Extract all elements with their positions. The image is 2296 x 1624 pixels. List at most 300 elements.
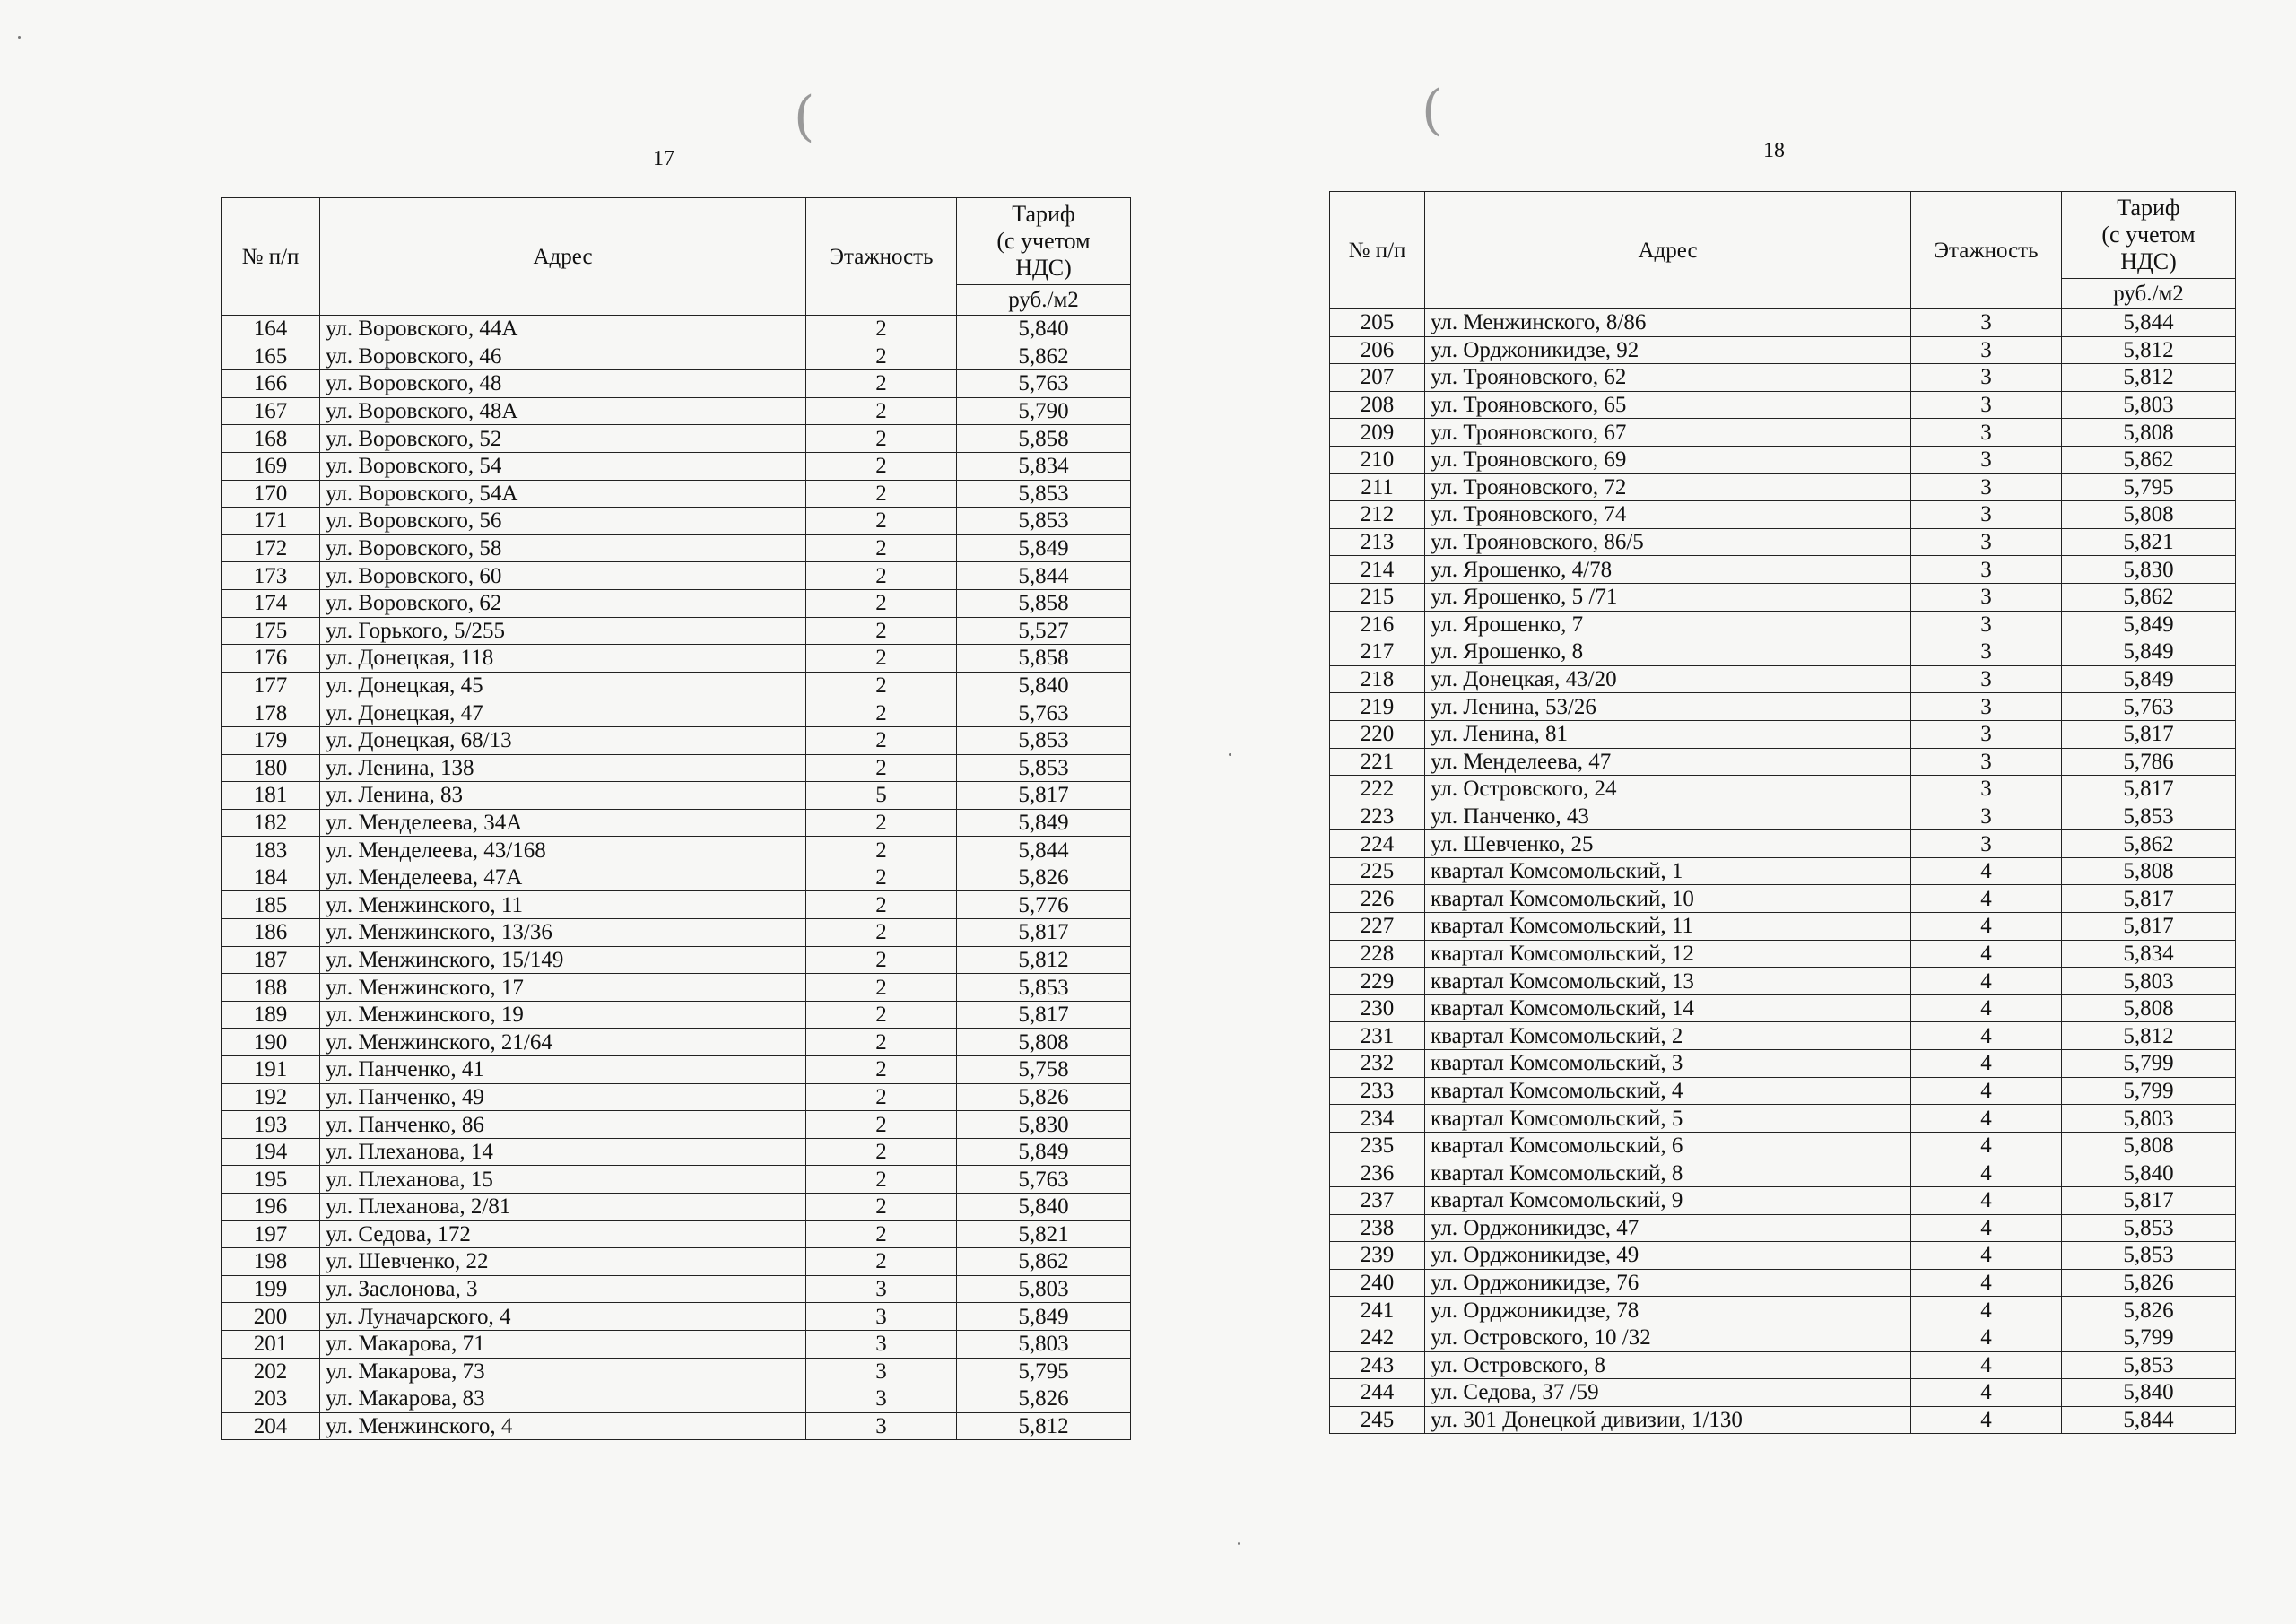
row-number: 185	[222, 891, 320, 919]
row-tariff: 5,853	[2062, 1351, 2236, 1379]
tariff-table-left	[221, 197, 1131, 1440]
row-floors: 3	[806, 1330, 957, 1358]
table-row	[1330, 446, 2236, 473]
header-tariff: Тариф (с учетом НДС)	[2062, 192, 2236, 279]
row-floors: 3	[1911, 748, 2062, 776]
row-floors: 2	[806, 452, 957, 480]
table-row	[222, 316, 1131, 343]
row-floors: 3	[1911, 528, 2062, 556]
row-floors: 2	[806, 974, 957, 1002]
row-number: 202	[222, 1358, 320, 1385]
row-address: ул. Плеханова, 14	[320, 1138, 806, 1166]
row-tariff: 5,862	[957, 343, 1131, 370]
row-floors: 3	[1911, 556, 2062, 584]
row-address: ул. Ярошенко, 4/78	[1425, 556, 1911, 584]
row-number: 197	[222, 1220, 320, 1248]
row-address: ул. Островского, 24	[1425, 776, 1911, 803]
row-number: 230	[1330, 994, 1425, 1022]
row-number: 228	[1330, 940, 1425, 968]
row-number: 207	[1330, 364, 1425, 392]
row-number: 240	[1330, 1269, 1425, 1297]
row-address: ул. Шевченко, 22	[320, 1248, 806, 1276]
table-row	[222, 1358, 1131, 1385]
row-number: 186	[222, 919, 320, 947]
table-row	[222, 370, 1131, 398]
row-floors: 3	[1911, 693, 2062, 721]
row-address: ул. Макарова, 83	[320, 1385, 806, 1413]
row-tariff: 5,826	[2062, 1269, 2236, 1297]
table-row	[222, 508, 1131, 535]
table-row	[222, 397, 1131, 425]
row-tariff: 5,830	[957, 1111, 1131, 1139]
row-address: квартал Комсомольский, 14	[1425, 994, 1911, 1022]
table-row	[1330, 968, 2236, 995]
row-tariff: 5,808	[2062, 501, 2236, 529]
table-row	[222, 782, 1131, 810]
row-address: ул. Менделеева, 47А	[320, 864, 806, 891]
header-floors: Этажность	[1911, 192, 2062, 309]
row-number: 173	[222, 562, 320, 590]
table-row	[222, 1001, 1131, 1029]
row-address: ул. Воровского, 54А	[320, 480, 806, 508]
row-address: квартал Комсомольский, 10	[1425, 885, 1911, 913]
table-row	[1330, 885, 2236, 913]
row-address: ул. Панченко, 41	[320, 1056, 806, 1084]
table-row	[222, 1166, 1131, 1194]
row-tariff: 5,840	[2062, 1159, 2236, 1187]
row-tariff: 5,844	[2062, 309, 2236, 337]
row-floors: 4	[1911, 1269, 2062, 1297]
row-tariff: 5,834	[2062, 940, 2236, 968]
row-tariff: 5,758	[957, 1056, 1131, 1084]
row-address: ул. Трояновского, 65	[1425, 391, 1911, 419]
header-address: Адрес	[320, 198, 806, 316]
table-row	[1330, 1187, 2236, 1215]
row-floors: 2	[806, 946, 957, 974]
row-tariff: 5,858	[957, 589, 1131, 617]
row-tariff: 5,817	[957, 919, 1131, 947]
row-floors: 2	[806, 316, 957, 343]
row-address: квартал Комсомольский, 11	[1425, 913, 1911, 941]
table-row	[1330, 309, 2236, 337]
table-row	[1330, 1324, 2236, 1351]
row-tariff: 5,803	[2062, 1105, 2236, 1133]
row-number: 242	[1330, 1324, 1425, 1351]
row-floors: 2	[806, 534, 957, 562]
table-row	[222, 343, 1131, 370]
row-floors: 4	[1911, 968, 2062, 995]
row-tariff: 5,853	[957, 974, 1131, 1002]
row-address: квартал Комсомольский, 13	[1425, 968, 1911, 995]
row-number: 222	[1330, 776, 1425, 803]
table-row	[222, 891, 1131, 919]
table-row	[1330, 1379, 2236, 1407]
row-address: ул. Воровского, 48	[320, 370, 806, 398]
row-tariff: 5,830	[2062, 556, 2236, 584]
table-row	[222, 1248, 1131, 1276]
table-row	[222, 864, 1131, 891]
row-floors: 2	[806, 726, 957, 754]
row-floors: 3	[1911, 391, 2062, 419]
row-floors: 3	[806, 1385, 957, 1413]
row-tariff: 5,853	[2062, 1242, 2236, 1270]
row-floors: 3	[1911, 803, 2062, 830]
table-row	[222, 1029, 1131, 1056]
table-row	[222, 1220, 1131, 1248]
row-number: 238	[1330, 1214, 1425, 1242]
row-number: 192	[222, 1083, 320, 1111]
row-number: 213	[1330, 528, 1425, 556]
row-address: ул. Панченко, 49	[320, 1083, 806, 1111]
row-number: 221	[1330, 748, 1425, 776]
table-row	[1330, 611, 2236, 638]
row-floors: 4	[1911, 994, 2062, 1022]
row-floors: 3	[806, 1358, 957, 1385]
tariff-table-right	[1329, 191, 2236, 1434]
row-number: 198	[222, 1248, 320, 1276]
row-tariff: 5,840	[957, 316, 1131, 343]
table-row	[222, 809, 1131, 837]
row-floors: 4	[1911, 1050, 2062, 1078]
table-row	[1330, 1022, 2236, 1050]
row-address: ул. Менжинского, 19	[320, 1001, 806, 1029]
row-floors: 2	[806, 754, 957, 782]
row-tariff: 5,808	[2062, 1132, 2236, 1159]
row-floors: 3	[1911, 336, 2062, 364]
row-tariff: 5,853	[957, 726, 1131, 754]
row-tariff: 5,527	[957, 617, 1131, 645]
table-row	[222, 1083, 1131, 1111]
row-address: квартал Комсомольский, 6	[1425, 1132, 1911, 1159]
row-number: 169	[222, 452, 320, 480]
row-floors: 2	[806, 1138, 957, 1166]
row-address: ул. Трояновского, 69	[1425, 446, 1911, 473]
row-tariff: 5,821	[2062, 528, 2236, 556]
row-tariff: 5,849	[957, 1138, 1131, 1166]
table-row	[222, 480, 1131, 508]
row-number: 181	[222, 782, 320, 810]
row-tariff: 5,763	[2062, 693, 2236, 721]
row-number: 227	[1330, 913, 1425, 941]
row-floors: 4	[1911, 940, 2062, 968]
row-address: ул. Менделеева, 34А	[320, 809, 806, 837]
row-floors: 2	[806, 1029, 957, 1056]
row-address: ул. Заслонова, 3	[320, 1275, 806, 1303]
scan-dot	[1238, 1542, 1240, 1545]
page-number-left: 17	[653, 147, 674, 170]
row-tariff: 5,776	[957, 891, 1131, 919]
row-floors: 4	[1911, 1159, 2062, 1187]
row-address: ул. Трояновского, 74	[1425, 501, 1911, 529]
row-floors: 3	[1911, 830, 2062, 858]
row-address: ул. Ленина, 83	[320, 782, 806, 810]
table-row	[222, 1138, 1131, 1166]
row-number: 200	[222, 1303, 320, 1331]
row-tariff: 5,817	[2062, 1187, 2236, 1215]
row-tariff: 5,826	[957, 1083, 1131, 1111]
row-address: ул. Орджоникидзе, 92	[1425, 336, 1911, 364]
row-address: ул. Плеханова, 2/81	[320, 1194, 806, 1221]
row-floors: 2	[806, 1248, 957, 1276]
row-floors: 4	[1911, 1297, 2062, 1324]
row-address: ул. Луначарского, 4	[320, 1303, 806, 1331]
row-number: 183	[222, 837, 320, 864]
row-number: 211	[1330, 473, 1425, 501]
table-row	[222, 1194, 1131, 1221]
row-tariff: 5,763	[957, 370, 1131, 398]
row-address: ул. Ленина, 138	[320, 754, 806, 782]
row-address: ул. Трояновского, 62	[1425, 364, 1911, 392]
row-tariff: 5,803	[2062, 968, 2236, 995]
table-row	[1330, 1242, 2236, 1270]
scan-mark-right: (	[1422, 79, 1443, 142]
row-number: 220	[1330, 720, 1425, 748]
row-tariff: 5,803	[957, 1275, 1131, 1303]
row-floors: 2	[806, 1194, 957, 1221]
row-tariff: 5,853	[2062, 1214, 2236, 1242]
table-row	[1330, 336, 2236, 364]
row-floors: 3	[1911, 501, 2062, 529]
row-address: ул. Воровского, 58	[320, 534, 806, 562]
row-tariff: 5,812	[957, 946, 1131, 974]
table-row	[1330, 419, 2236, 447]
table-row	[222, 1303, 1131, 1331]
row-address: ул. 301 Донецкой дивизии, 1/130	[1425, 1406, 1911, 1434]
row-number: 182	[222, 809, 320, 837]
header-num: № п/п	[1330, 192, 1425, 309]
row-tariff: 5,849	[2062, 638, 2236, 666]
row-address: квартал Комсомольский, 2	[1425, 1022, 1911, 1050]
row-floors: 4	[1911, 885, 2062, 913]
table-row	[222, 1330, 1131, 1358]
header-num: № п/п	[222, 198, 320, 316]
row-tariff: 5,763	[957, 1166, 1131, 1194]
row-floors: 4	[1911, 1406, 2062, 1434]
row-number: 241	[1330, 1297, 1425, 1324]
row-number: 244	[1330, 1379, 1425, 1407]
scan-mark-left: (	[794, 85, 815, 148]
row-floors: 4	[1911, 913, 2062, 941]
row-number: 170	[222, 480, 320, 508]
row-number: 168	[222, 425, 320, 453]
row-address: ул. Донецкая, 118	[320, 645, 806, 673]
scan-dot	[18, 36, 21, 39]
row-tariff: 5,817	[2062, 913, 2236, 941]
row-address: ул. Макарова, 73	[320, 1358, 806, 1385]
table-row	[1330, 776, 2236, 803]
table-row	[222, 1412, 1131, 1440]
row-address: ул. Менжинского, 4	[320, 1412, 806, 1440]
table-row	[1330, 857, 2236, 885]
row-number: 215	[1330, 583, 1425, 611]
row-tariff: 5,849	[2062, 611, 2236, 638]
table-row	[222, 726, 1131, 754]
table-row	[1330, 1214, 2236, 1242]
row-floors: 4	[1911, 1242, 2062, 1270]
row-floors: 3	[806, 1303, 957, 1331]
row-number: 178	[222, 699, 320, 727]
row-floors: 2	[806, 397, 957, 425]
table-row	[222, 974, 1131, 1002]
table-row	[1330, 1297, 2236, 1324]
row-number: 223	[1330, 803, 1425, 830]
row-tariff: 5,849	[2062, 665, 2236, 693]
header-tariff: Тариф (с учетом НДС)	[957, 198, 1131, 285]
row-address: ул. Орджоникидзе, 47	[1425, 1214, 1911, 1242]
row-number: 239	[1330, 1242, 1425, 1270]
row-address: ул. Седова, 37 /59	[1425, 1379, 1911, 1407]
row-floors: 3	[1911, 583, 2062, 611]
row-floors: 3	[1911, 720, 2062, 748]
row-number: 164	[222, 316, 320, 343]
row-floors: 4	[1911, 1105, 2062, 1133]
table-row	[222, 645, 1131, 673]
scan-dot	[1229, 753, 1231, 756]
row-address: квартал Комсомольский, 1	[1425, 857, 1911, 885]
row-floors: 2	[806, 562, 957, 590]
row-floors: 2	[806, 1220, 957, 1248]
row-address: квартал Комсомольский, 3	[1425, 1050, 1911, 1078]
row-tariff: 5,817	[957, 1001, 1131, 1029]
header-address: Адрес	[1425, 192, 1911, 309]
table-row	[1330, 364, 2236, 392]
row-tariff: 5,826	[2062, 1297, 2236, 1324]
table-row	[1330, 1132, 2236, 1159]
row-number: 204	[222, 1412, 320, 1440]
row-address: ул. Донецкая, 45	[320, 672, 806, 699]
row-tariff: 5,799	[2062, 1077, 2236, 1105]
row-address: ул. Макарова, 71	[320, 1330, 806, 1358]
row-address: ул. Островского, 10 /32	[1425, 1324, 1911, 1351]
row-floors: 4	[1911, 857, 2062, 885]
row-floors: 2	[806, 1111, 957, 1139]
table-row	[1330, 528, 2236, 556]
row-tariff: 5,853	[2062, 803, 2236, 830]
row-address: ул. Седова, 172	[320, 1220, 806, 1248]
row-tariff: 5,858	[957, 645, 1131, 673]
row-address: квартал Комсомольский, 4	[1425, 1077, 1911, 1105]
row-floors: 2	[806, 589, 957, 617]
row-floors: 2	[806, 508, 957, 535]
row-number: 175	[222, 617, 320, 645]
row-number: 233	[1330, 1077, 1425, 1105]
row-address: ул. Донецкая, 43/20	[1425, 665, 1911, 693]
row-address: ул. Ярошенко, 5 /71	[1425, 583, 1911, 611]
table-row	[1330, 1406, 2236, 1434]
row-tariff: 5,817	[2062, 885, 2236, 913]
table-row	[1330, 583, 2236, 611]
table-row	[222, 617, 1131, 645]
row-number: 180	[222, 754, 320, 782]
row-address: ул. Ленина, 81	[1425, 720, 1911, 748]
row-floors: 3	[1911, 776, 2062, 803]
row-floors: 4	[1911, 1077, 2062, 1105]
table-row	[1330, 501, 2236, 529]
row-floors: 2	[806, 480, 957, 508]
table-row	[222, 1385, 1131, 1413]
row-address: ул. Плеханова, 15	[320, 1166, 806, 1194]
row-tariff: 5,826	[957, 864, 1131, 891]
table-row	[222, 562, 1131, 590]
row-tariff: 5,812	[957, 1412, 1131, 1440]
row-address: ул. Донецкая, 47	[320, 699, 806, 727]
row-tariff: 5,790	[957, 397, 1131, 425]
row-floors: 3	[1911, 473, 2062, 501]
row-tariff: 5,844	[957, 837, 1131, 864]
row-address: ул. Менжинского, 13/36	[320, 919, 806, 947]
row-tariff: 5,799	[2062, 1050, 2236, 1078]
row-number: 231	[1330, 1022, 1425, 1050]
table-row	[1330, 1351, 2236, 1379]
row-number: 205	[1330, 309, 1425, 337]
row-floors: 3	[1911, 638, 2062, 666]
row-floors: 3	[1911, 419, 2062, 447]
row-tariff: 5,808	[2062, 419, 2236, 447]
row-tariff: 5,840	[957, 1194, 1131, 1221]
row-tariff: 5,817	[2062, 776, 2236, 803]
row-tariff: 5,795	[957, 1358, 1131, 1385]
row-number: 166	[222, 370, 320, 398]
table-row	[222, 919, 1131, 947]
row-address: ул. Донецкая, 68/13	[320, 726, 806, 754]
header-unit: руб./м2	[957, 285, 1131, 316]
row-address: квартал Комсомольский, 12	[1425, 940, 1911, 968]
table-row	[222, 1056, 1131, 1084]
table-row	[222, 425, 1131, 453]
row-floors: 4	[1911, 1379, 2062, 1407]
row-floors: 2	[806, 425, 957, 453]
row-number: 167	[222, 397, 320, 425]
row-number: 217	[1330, 638, 1425, 666]
table-row	[222, 452, 1131, 480]
row-floors: 3	[1911, 446, 2062, 473]
row-number: 176	[222, 645, 320, 673]
row-number: 236	[1330, 1159, 1425, 1187]
row-tariff: 5,817	[957, 782, 1131, 810]
row-tariff: 5,763	[957, 699, 1131, 727]
row-floors: 2	[806, 891, 957, 919]
table-row	[1330, 913, 2236, 941]
table-row	[222, 699, 1131, 727]
row-tariff: 5,849	[957, 534, 1131, 562]
row-number: 171	[222, 508, 320, 535]
row-number: 243	[1330, 1351, 1425, 1379]
row-tariff: 5,808	[2062, 994, 2236, 1022]
table-row	[222, 1111, 1131, 1139]
row-floors: 2	[806, 864, 957, 891]
row-address: ул. Менжинского, 17	[320, 974, 806, 1002]
header-unit: руб./м2	[2062, 279, 2236, 309]
table-row	[222, 837, 1131, 864]
row-tariff: 5,803	[957, 1330, 1131, 1358]
table-row	[222, 754, 1131, 782]
table-row	[222, 1275, 1131, 1303]
row-number: 194	[222, 1138, 320, 1166]
row-address: ул. Панченко, 86	[320, 1111, 806, 1139]
row-address: ул. Воровского, 52	[320, 425, 806, 453]
row-tariff: 5,821	[957, 1220, 1131, 1248]
row-floors: 3	[1911, 611, 2062, 638]
row-floors: 2	[806, 343, 957, 370]
table-row	[222, 534, 1131, 562]
row-address: квартал Комсомольский, 8	[1425, 1159, 1911, 1187]
row-floors: 4	[1911, 1214, 2062, 1242]
row-floors: 2	[806, 1166, 957, 1194]
row-floors: 3	[1911, 364, 2062, 392]
row-tariff: 5,853	[957, 754, 1131, 782]
row-address: ул. Шевченко, 25	[1425, 830, 1911, 858]
row-tariff: 5,840	[957, 672, 1131, 699]
